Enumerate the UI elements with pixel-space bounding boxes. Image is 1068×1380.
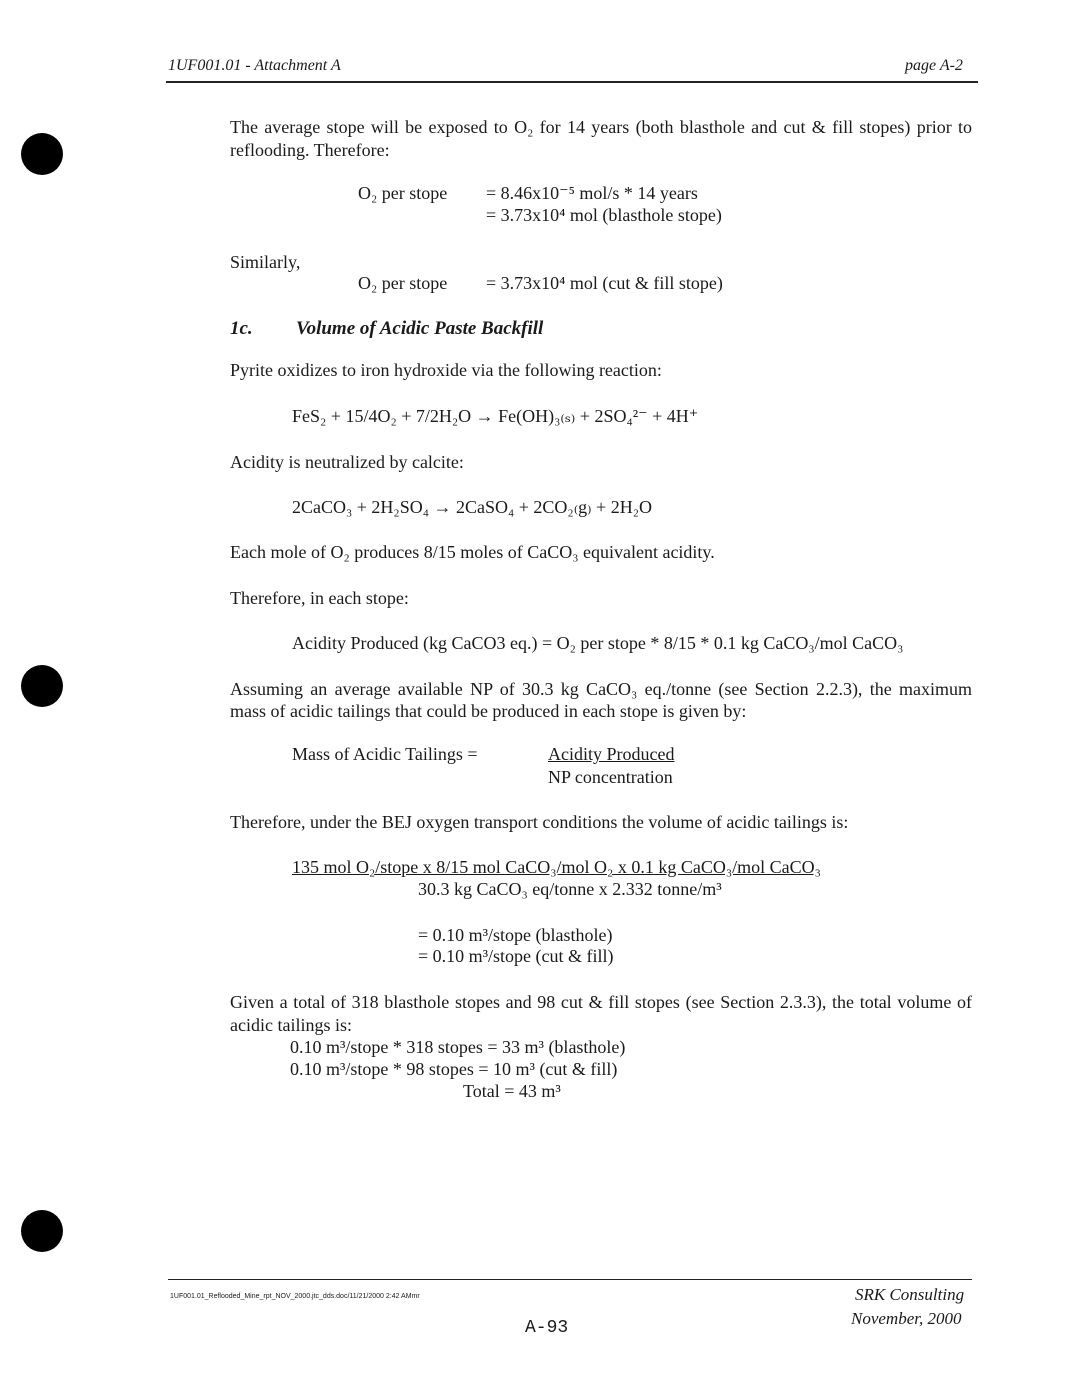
fraction-denominator: NP concentration bbox=[548, 767, 673, 787]
total-line-blasthole: 0.10 m³/stope * 318 stopes = 33 m³ (blasthole) bbox=[290, 1037, 626, 1057]
footer-rule bbox=[168, 1279, 972, 1280]
total-volume: Total = 43 m³ bbox=[463, 1081, 561, 1101]
paragraph-stope-totals: Given a total of 318 blasthole stopes and 98 cut & fill stopes (see Section 2.3.3), the total volume of acidic tailings is: bbox=[230, 992, 972, 1035]
header-rule bbox=[166, 81, 978, 83]
equation-acidity-produced: Acidity Produced (kg CaCO3 eq.) = O₂ per stope * 8/15 * 0.1 kg CaCO₃/mol CaCO₃ bbox=[292, 633, 904, 653]
o2-per-stope-blasthole: = 3.73x10⁴ mol (blasthole stope) bbox=[486, 205, 722, 225]
header-doc-id: 1UF001.01 - Attachment A bbox=[168, 57, 341, 74]
volume-result-cut-fill: = 0.10 m³/stope (cut & fill) bbox=[418, 946, 614, 966]
total-line-cut-fill: 0.10 m³/stope * 98 stopes = 10 m³ (cut & fill) bbox=[290, 1059, 618, 1079]
footer-date: November, 2000 bbox=[851, 1309, 962, 1328]
paragraph-pyrite: Pyrite oxidizes to iron hydroxide via the following reaction: bbox=[230, 360, 662, 380]
binder-hole-bottom bbox=[21, 1210, 63, 1252]
binder-hole-top bbox=[21, 133, 63, 175]
volume-fraction-numerator: 135 mol O₂/stope x 8/15 mol CaCO₃/mol O₂ x 0.1 kg CaCO₃/mol CaCO₃ bbox=[292, 857, 821, 877]
o2-per-stope-label: O₂ per stope bbox=[358, 183, 448, 203]
o2-per-stope-label-2: O₂ per stope bbox=[358, 273, 448, 293]
paragraph-each-stope: Therefore, in each stope: bbox=[230, 588, 409, 608]
footer-filename: 1UF001.01_Reflooded_Mine_rpt_NOV_2000.jtc_dds.doc/11/21/2000 2:42 AMmr bbox=[170, 1293, 420, 1300]
paragraph-exposure: The average stope will be exposed to O₂ for 14 years (both blasthole and cut & fill stopes) prior to reflooding. Therefore: bbox=[230, 117, 972, 160]
binder-hole-middle bbox=[21, 665, 63, 707]
o2-per-stope-calc: = 8.46x10⁻⁵ mol/s * 14 years bbox=[486, 183, 698, 203]
mass-acidic-tailings-label: Mass of Acidic Tailings = bbox=[292, 744, 478, 764]
o2-per-stope-cut-fill: = 3.73x10⁴ mol (cut & fill stope) bbox=[486, 273, 723, 293]
reaction-pyrite-oxidation: FeS₂ + 15/4O₂ + 7/2H₂O → Fe(OH)₃₍ₛ₎ + 2SO₄²⁻ + 4H⁺ bbox=[292, 406, 699, 426]
paragraph-bej-conditions: Therefore, under the BEJ oxygen transport conditions the volume of acidic tailings is: bbox=[230, 812, 849, 832]
section-number: 1c. bbox=[230, 318, 253, 339]
similarly-text: Similarly, bbox=[230, 252, 301, 272]
footer-page-number: A-93 bbox=[525, 1318, 569, 1338]
paragraph-calcite: Acidity is neutralized by calcite: bbox=[230, 452, 464, 472]
volume-result-blasthole: = 0.10 m³/stope (blasthole) bbox=[418, 925, 613, 945]
paragraph-np-assumption: Assuming an average available NP of 30.3 kg CaCO₃ eq./tonne (see Section 2.2.3), the maximum mass of acidic tailings that could be produced in each stope is given by: bbox=[230, 679, 972, 721]
footer-company: SRK Consulting bbox=[855, 1285, 965, 1304]
paragraph-mole-ratio: Each mole of O₂ produces 8/15 moles of CaCO₃ equivalent acidity. bbox=[230, 542, 715, 562]
section-title: Volume of Acidic Paste Backfill bbox=[296, 318, 544, 339]
fraction-numerator: Acidity Produced bbox=[548, 744, 675, 764]
volume-fraction-denominator: 30.3 kg CaCO₃ eq/tonne x 2.332 tonne/m³ bbox=[418, 879, 722, 899]
reaction-neutralization: 2CaCO₃ + 2H₂SO₄ → 2CaSO₄ + 2CO₂₍g₎ + 2H₂O bbox=[292, 497, 652, 517]
header-page-label: page A-2 bbox=[905, 57, 963, 74]
